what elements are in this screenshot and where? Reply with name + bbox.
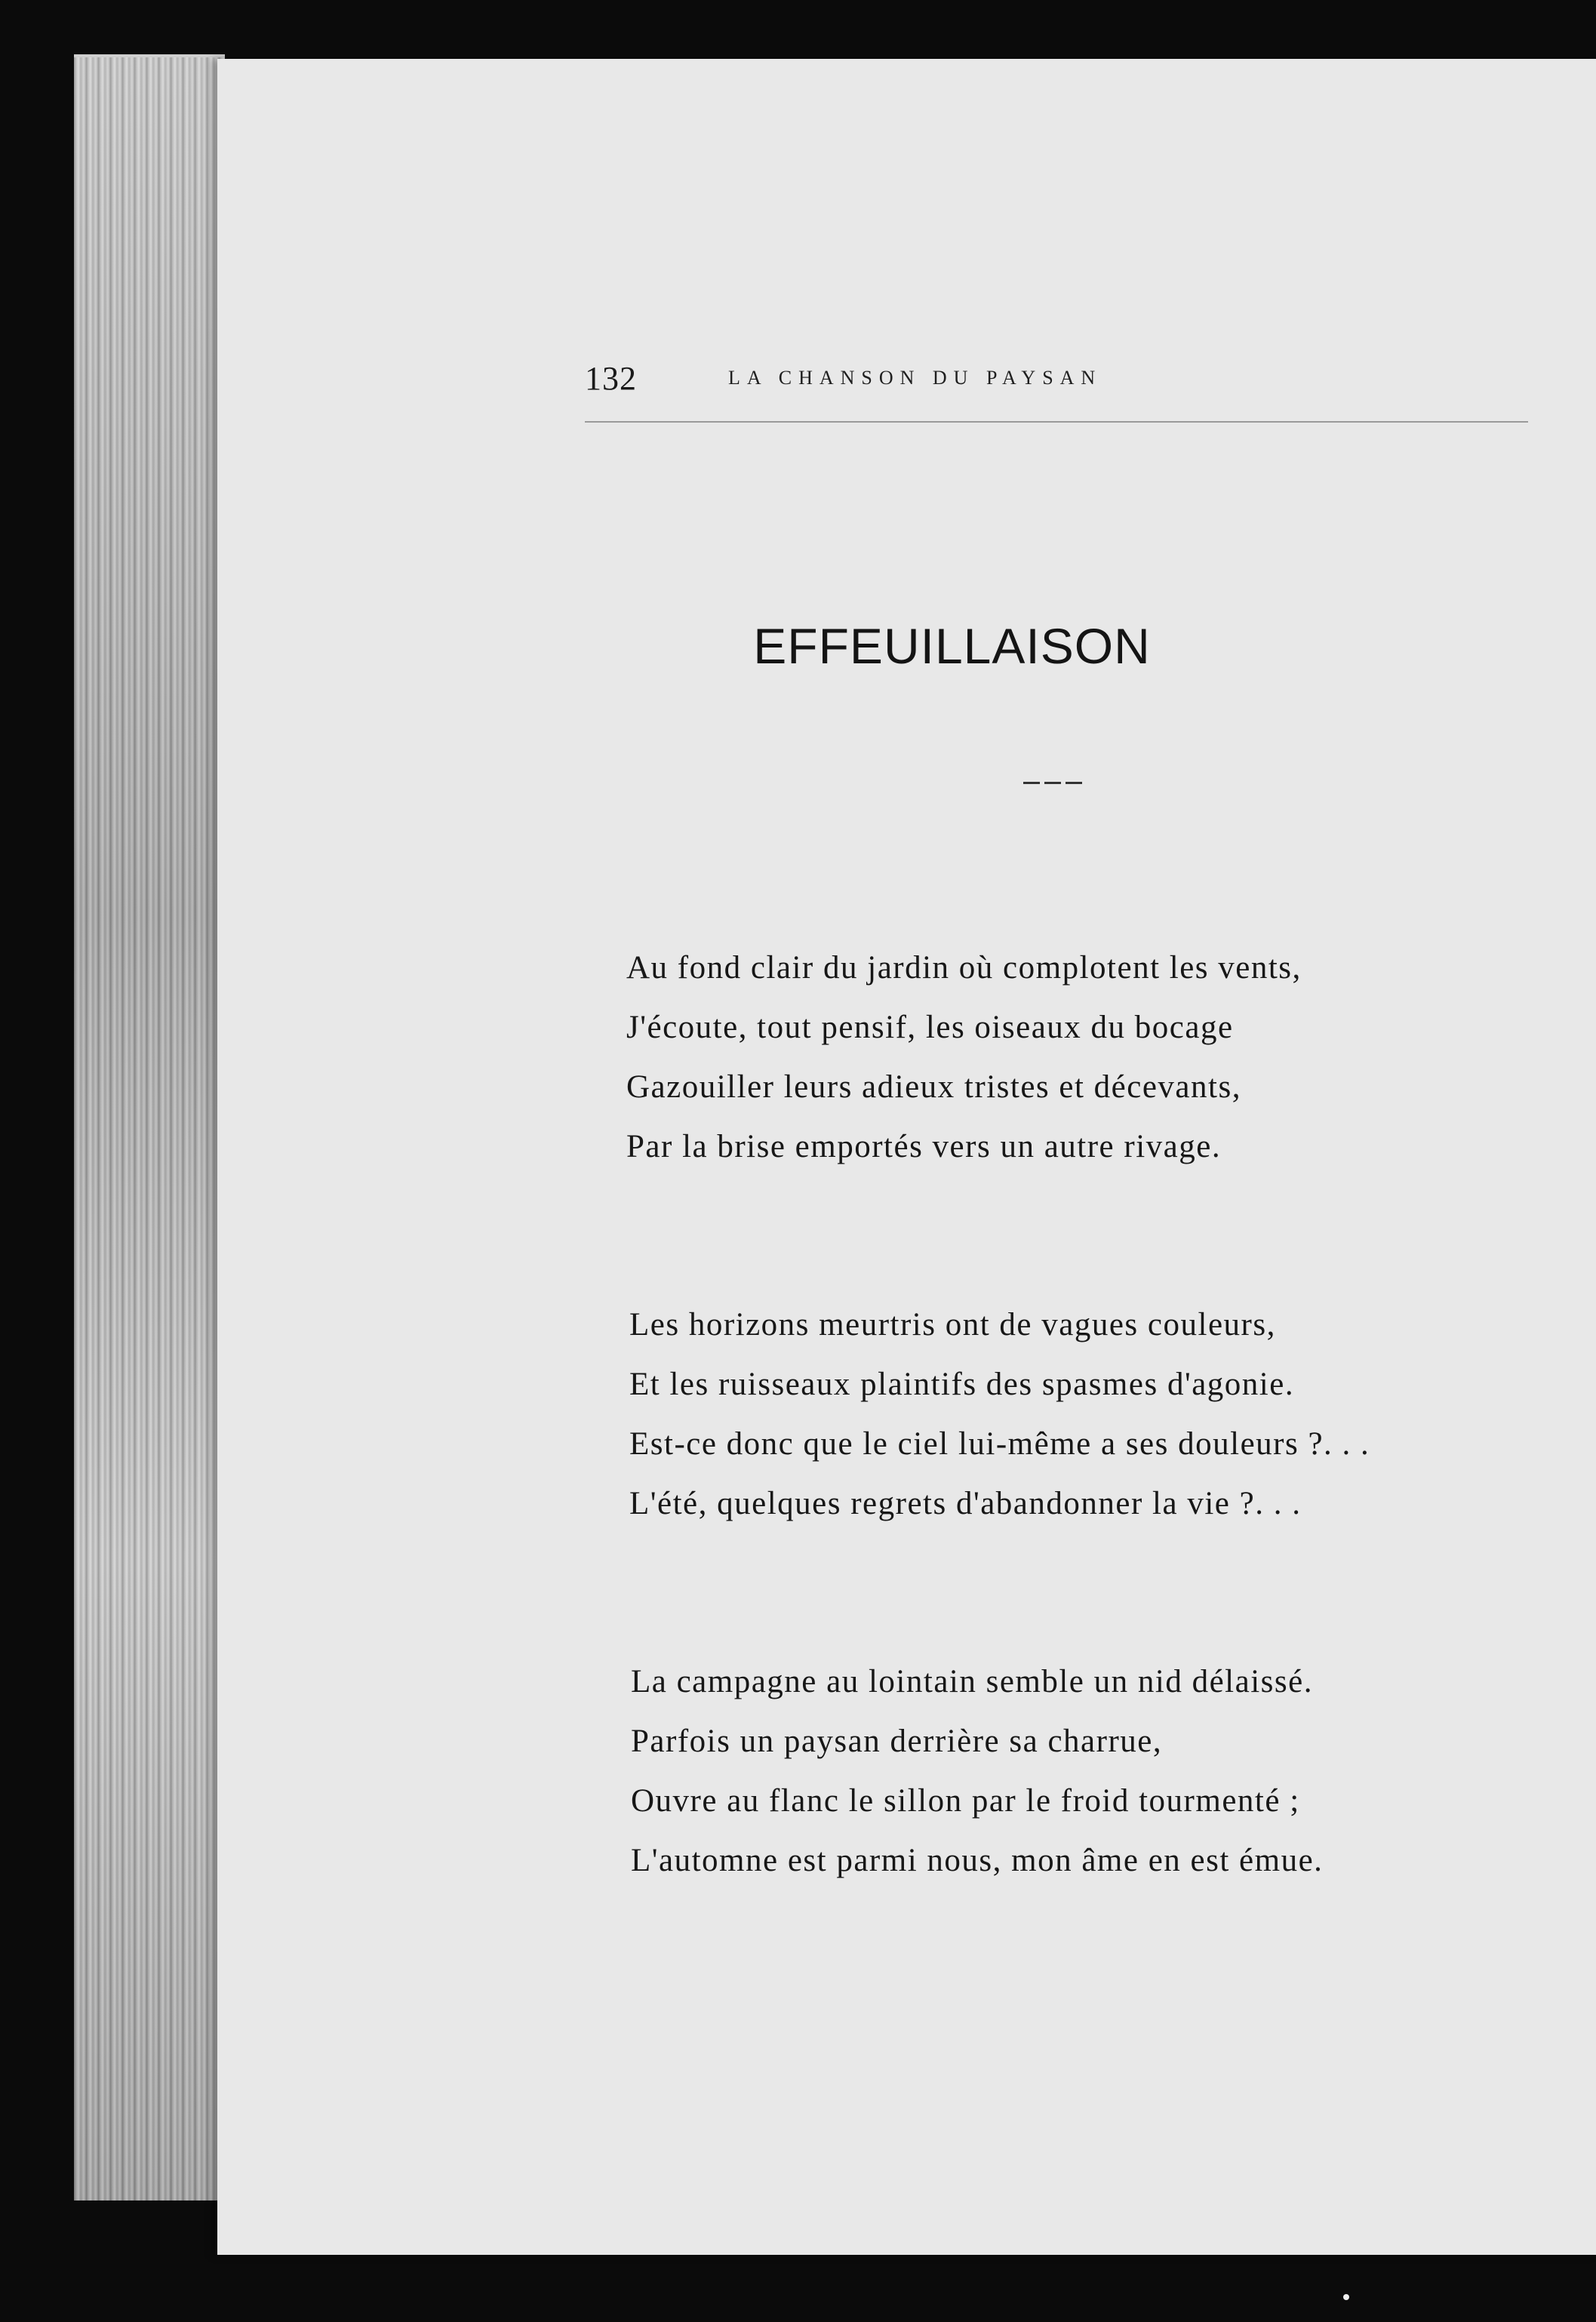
verse-line: Et les ruisseaux plaintifs des spasmes d'agonie. xyxy=(629,1367,1295,1402)
verse-line: L'été, quelques regrets d'abandonner la vie ?. . . xyxy=(629,1486,1302,1521)
verse-line: Par la brise emportés vers un autre rivage. xyxy=(626,1129,1222,1164)
poem-title: EFFEUILLAISON xyxy=(753,618,1151,674)
verse-line: La campagne au lointain semble un nid délaissé. xyxy=(631,1664,1313,1699)
verse-line: Gazouiller leurs adieux tristes et décevants, xyxy=(626,1069,1241,1105)
title-ornament xyxy=(1023,782,1084,784)
running-head: LA CHANSON DU PAYSAN xyxy=(728,367,1102,389)
header-rule xyxy=(585,421,1528,423)
scan-speck xyxy=(1343,2294,1349,2300)
page-header xyxy=(585,308,1596,398)
verse-line: Parfois un paysan derrière sa charrue, xyxy=(631,1724,1163,1759)
verse-line: Ouvre au flanc le sillon par le froid tourmenté ; xyxy=(631,1783,1300,1819)
page-number: 132 xyxy=(585,360,637,397)
verse-line: Est-ce donc que le ciel lui-même a ses douleurs ?. . . xyxy=(629,1426,1370,1462)
book-page xyxy=(217,59,1596,2255)
stanza xyxy=(629,1295,1596,1533)
poem-body xyxy=(626,938,1596,2009)
stanza xyxy=(626,938,1596,1176)
book-page-edges xyxy=(74,54,225,2201)
stanza xyxy=(631,1652,1596,1890)
verse-line: L'automne est parmi nous, mon âme en est émue. xyxy=(631,1843,1324,1878)
verse-line: Au fond clair du jardin où complotent les vents, xyxy=(626,950,1302,986)
verse-line: J'écoute, tout pensif, les oiseaux du bocage xyxy=(626,1010,1234,1045)
verse-line: Les horizons meurtris ont de vagues couleurs, xyxy=(629,1307,1276,1342)
